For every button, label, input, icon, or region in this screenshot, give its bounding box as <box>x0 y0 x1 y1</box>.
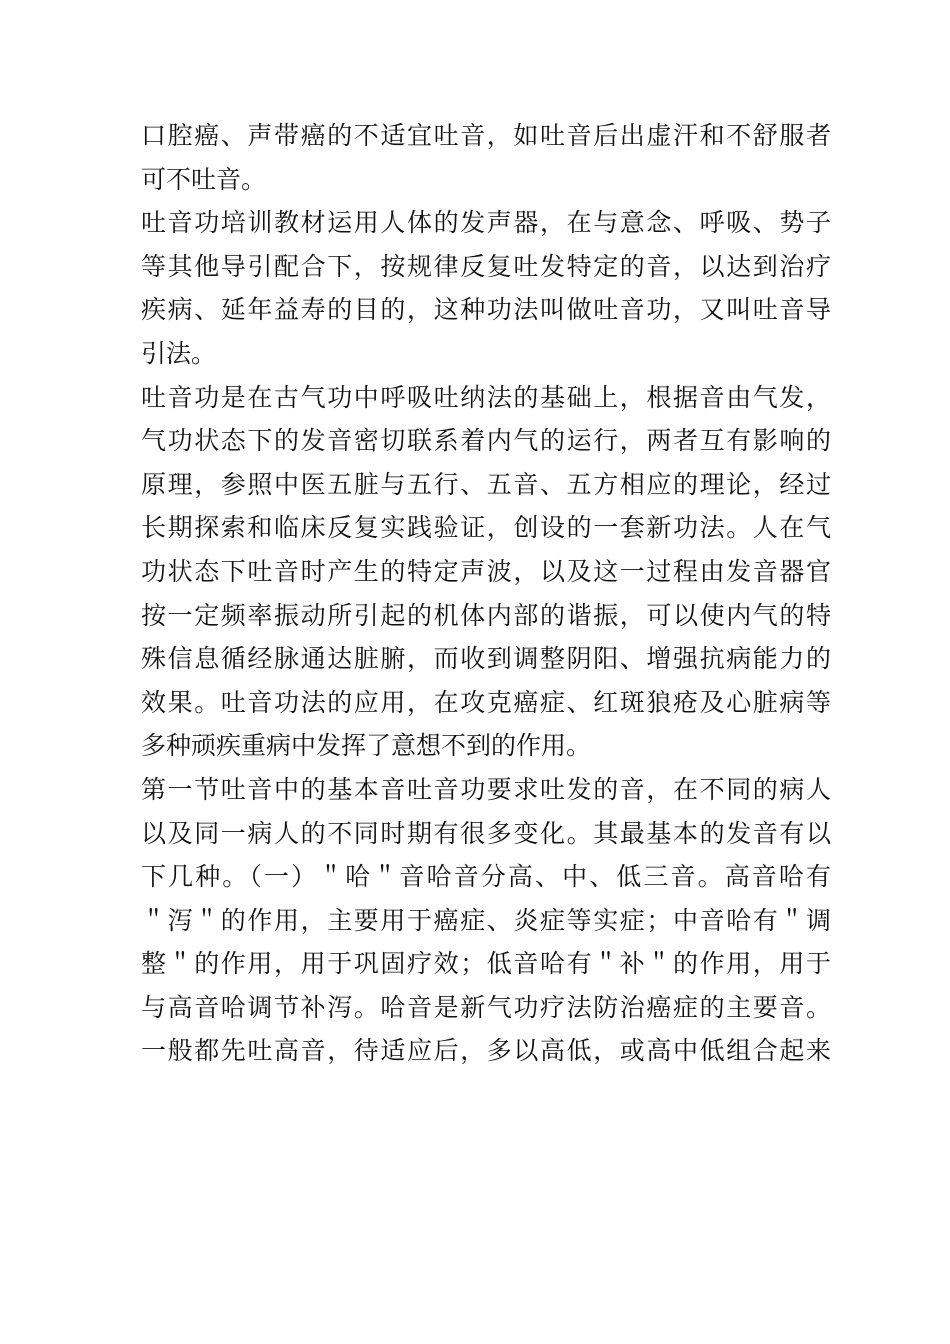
text-line: 下几种。（一）＂哈＂音哈音分高、中、低三音。高音哈有 <box>141 862 831 892</box>
text-line: 殊信息循经脉通达脏腑，而收到调整阴阳、增强抗病能力的 <box>141 644 831 674</box>
text-line: 功状态下吐音时产生的特定声波，以及这一过程由发音器官 <box>141 556 831 586</box>
text-line: ＂泻＂的作用，主要用于癌症、炎症等实症；中音哈有＂调 <box>141 905 831 935</box>
text-line: 口腔癌、声带癌的不适宜吐音，如吐音后出虚汗和不舒服者 <box>141 121 831 150</box>
text-line: 第一节吐音中的基本音吐音功要求吐发的音，在不同的病人 <box>141 774 831 804</box>
text-line: 等其他导引配合下，按规律反复吐发特定的音，以达到治疗 <box>141 251 831 281</box>
text-line: 整＂的作用，用于巩固疗效；低音哈有＂补＂的作用，用于 <box>141 949 831 979</box>
text-line: 原理，参照中医五脏与五行、五音、五方相应的理论，经过 <box>141 469 831 499</box>
text-line: 按一定频率振动所引起的机体内部的谐振，可以使内气的特 <box>141 600 831 630</box>
text-line: 疾病、延年益寿的目的，这种功法叫做吐音功，又叫吐音导 <box>141 295 831 325</box>
text-line: 吐音功培训教材运用人体的发声器，在与意念、呼吸、势子 <box>141 208 831 238</box>
text-line: 引法。 <box>141 338 217 368</box>
text-line: 与高音哈调节补泻。哈音是新气功疗法防治癌症的主要音。 <box>141 992 831 1022</box>
text-line: 以及同一病人的不同时期有很多变化。其最基本的发音有以 <box>141 818 831 848</box>
text-line: 效果。吐音功法的应用，在攻克癌症、红斑狼疮及心脏病等 <box>141 687 831 717</box>
text-line: 吐音功是在古气功中呼吸吐纳法的基础上，根据音由气发， <box>141 382 831 412</box>
text-line: 长期探索和临床反复实践验证，创设的一套新功法。人在气 <box>141 513 831 543</box>
text-line: 一般都先吐高音，待适应后，多以高低，或高中低组合起来 <box>141 1036 831 1066</box>
text-line: 多种顽疾重病中发挥了意想不到的作用。 <box>141 731 592 761</box>
text-line: 可不吐音。 <box>141 164 267 194</box>
text-line: 气功状态下的发音密切联系着内气的运行，两者互有影响的 <box>141 426 831 456</box>
body-text <box>141 114 831 1073</box>
